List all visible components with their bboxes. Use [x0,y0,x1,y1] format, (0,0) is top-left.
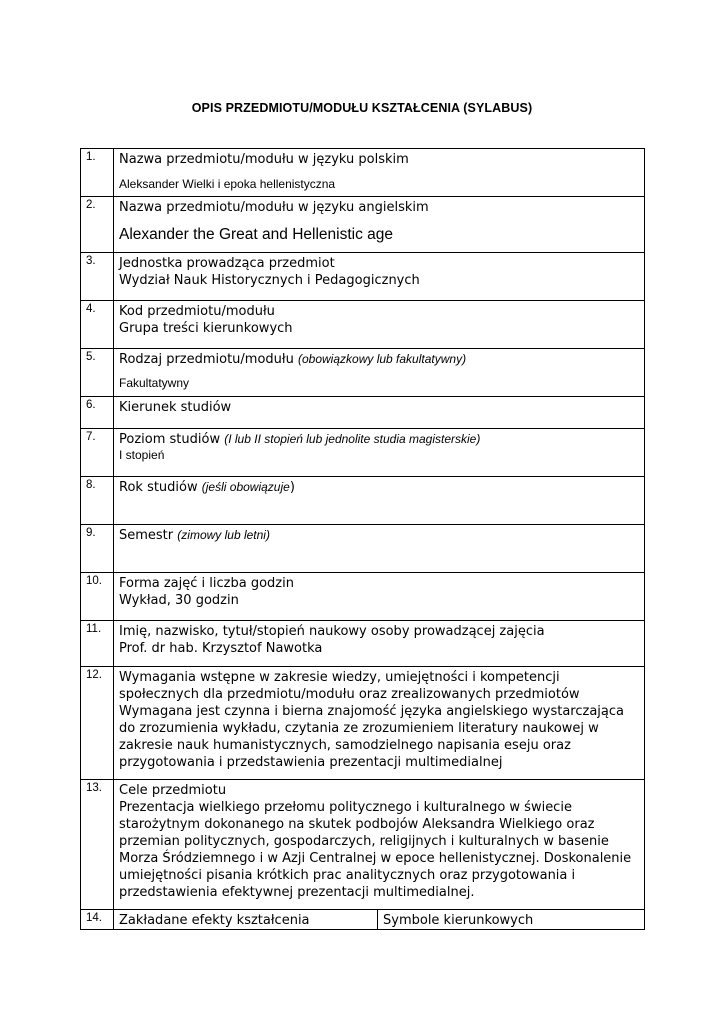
row-content [114,525,645,573]
row-content [114,197,645,253]
row-content [114,149,645,197]
row-number: 12. [81,667,114,780]
field-label-secondary: Symbole kierunkowych [383,913,534,928]
field-label-text: Semestr [119,528,174,543]
closing-paren: ) [289,480,295,495]
row-number: 11. [81,621,114,667]
table-row [81,253,645,301]
field-label-text: Rok studiów [119,480,198,495]
table-row [81,429,645,477]
field-label: Cele przedmiotu [119,783,227,798]
table-row [81,149,645,197]
field-label [119,351,640,368]
field-label: Jednostka prowadząca przedmiot [119,256,335,271]
table-row [81,621,645,667]
table-row [81,477,645,525]
row-content [114,349,645,397]
row-number: 4. [81,301,114,349]
field-label [119,431,640,448]
table-row [81,910,645,930]
field-value: Prof. dr hab. Krzysztof Nawotka [119,641,323,656]
table-row [81,525,645,573]
field-value: Alexander the Great and Hellenistic age [119,226,393,243]
row-content-secondary [378,910,645,930]
row-number: 10. [81,573,114,621]
row-number: 5. [81,349,114,397]
row-content [114,573,645,621]
field-label-text: Rodzaj przedmiotu/modułu [119,352,294,367]
table-row [81,397,645,429]
row-content [114,910,378,930]
row-content [114,667,645,780]
field-hint: (zimowy lub letni) [177,528,270,542]
row-number: 14. [81,910,114,930]
row-content [114,621,645,667]
table-row [81,667,645,780]
table-row [81,573,645,621]
row-content [114,429,645,477]
field-label: Nazwa przedmiotu/modułu w języku polskim [119,152,409,167]
field-label [119,479,640,496]
field-value: I stopień [119,448,165,462]
row-number: 1. [81,149,114,197]
table-row [81,349,645,397]
row-number: 6. [81,397,114,429]
syllabus-table [80,148,645,930]
row-number: 9. [81,525,114,573]
row-content [114,301,645,349]
row-content [114,477,645,525]
row-content [114,780,645,910]
table-row [81,197,645,253]
field-label: Nazwa przedmiotu/modułu w języku angielskim [119,200,429,215]
row-content [114,397,645,429]
field-hint: (I lub II stopień lub jednolite studia magisterskie) [224,432,481,446]
field-value: Wykład, 30 godzin [119,593,239,608]
field-label: Kod przedmiotu/modułu [119,304,275,319]
table-row [81,301,645,349]
document-title: OPIS PRZEDMIOTU/MODUŁU KSZTAŁCENIA (SYLABUS) [191,101,533,115]
row-content [114,253,645,301]
field-label: Zakładane efekty kształcenia [119,913,310,928]
field-label: Kierunek studiów [119,400,232,415]
field-value: Grupa treści kierunkowych [119,321,293,336]
row-number: 2. [81,197,114,253]
objectives-text: Prezentacja wielkiego przełomu politycznego i kulturalnego w świecie starożytnym dokonanego na skutek podbojów Aleksandra Wielkiego oraz przemian politycznych, gospodarczych, religijnych i kulturalnych w basenie Morza Śródziemnego i w Azji Centralnej w epoce hellenistycznej. Doskonalenie umiejętności pisania krótkich prac analitycznych oraz przygotowania i przedstawienia efektywnej prezentacji multimedialnej. [119,800,632,900]
field-label: Forma zajęć i liczba godzin [119,576,294,591]
field-value: Wydział Nauk Historycznych i Pedagogicznych [119,273,420,288]
field-value: Aleksander Wielki i epoka hellenistyczna [119,177,336,191]
row-number: 8. [81,477,114,525]
field-label: Imię, nazwisko, tytuł/stopień naukowy osoby prowadzącej zajęcia [119,624,545,639]
row-number: 3. [81,253,114,301]
field-label [119,527,640,544]
field-value: Fakultatywny [119,376,190,390]
requirements-text: Wymagania wstępne w zakresie wiedzy, umiejętności i kompetencji społecznych dla przedmiotu/modułu oraz zrealizowanych przedmiotów Wymagana jest czynna i bierna znajomość języka angielskiego wystarczająca do zrozumienia wykładu, czytania ze zrozumieniem literatury naukowej w zakresie nauk humanistycznych, samodzielnego napisania eseju oraz przygotowania i przedstawienia prezentacji multimedialnej [119,670,624,770]
row-number: 7. [81,429,114,477]
field-label-text: Poziom studiów [119,432,221,447]
table-row [81,780,645,910]
field-hint: (obowiązkowy lub fakultatywny) [298,352,467,366]
row-number: 13. [81,780,114,910]
field-hint: (jeśli obowiązuje [201,480,290,494]
